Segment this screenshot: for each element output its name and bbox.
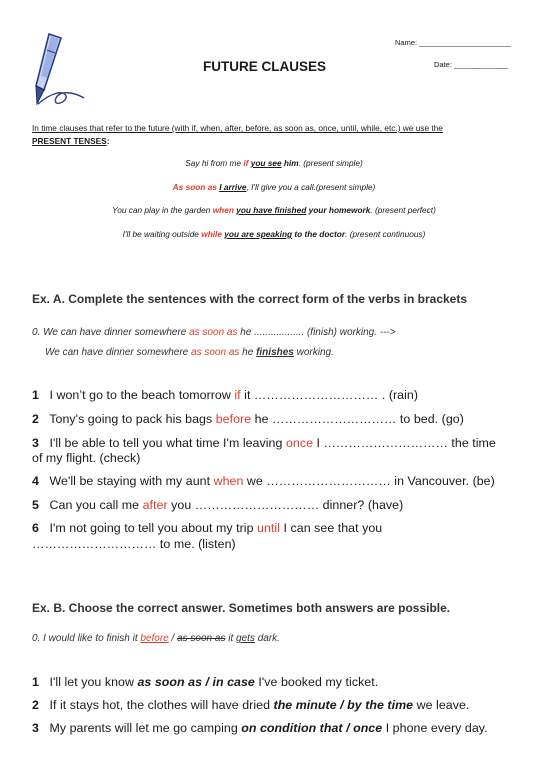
- exercise-a-item-2: 2 Tony's going to pack his bags before he ………………………… to bed. (go): [32, 412, 464, 426]
- intro-text: In time clauses that refer to the future (with if, when, after, before, as soon as, once, until, while, etc.) we use the: [32, 123, 443, 133]
- exercise-a-item-3-continuation: of my flight. (check): [32, 451, 141, 465]
- example-line-4: I'll be waiting outside while you are speaking to the doctor. (present continuous): [122, 229, 426, 239]
- exercise-a-item-4: 4 We'll be staying with my aunt when we ………………………… in Vancouver. (be): [32, 474, 495, 488]
- intro-present-tenses: PRESENT TENSES:: [32, 136, 110, 146]
- example-line-2: As soon as I arrive, I'll give you a call.(present simple): [172, 182, 376, 192]
- exercise-a-item-6-continuation: ………………………… to me. (listen): [32, 537, 236, 551]
- exercise-b-item-1: 1 I'll let you know as soon as / in case I've booked my ticket.: [32, 675, 379, 689]
- exercise-a-heading: Ex. A. Complete the sentences with the correct form of the verbs in brackets: [32, 292, 468, 306]
- exercise-b-example: 0. I would like to finish it before / as soon as it gets dark.: [32, 633, 280, 644]
- exercise-a-item-5: 5 Can you call me after you ………………………… dinner? (have): [32, 498, 404, 512]
- name-field[interactable]: Name: ______________________: [395, 38, 511, 47]
- exercise-a-item-3: 3 I'll be able to tell you what time I'm leaving once I ………………………… the time: [32, 436, 496, 450]
- example-line-3: You can play in the garden when you have finished your homework. (present perfect): [112, 205, 436, 215]
- exercise-b-heading: Ex. B. Choose the correct answer. Sometimes both answers are possible.: [32, 601, 451, 615]
- exercise-b-item-2: 2 If it stays hot, the clothes will have dried the minute / by the time we leave.: [32, 698, 470, 712]
- exercise-a-item-6: 6 I'm not going to tell you about my trip until I can see that you: [32, 521, 383, 535]
- page-title: FUTURE CLAUSES: [203, 59, 327, 74]
- exercise-b-item-3: 3 My parents will let me go camping on condition that / once I phone every day.: [32, 721, 488, 735]
- exercise-a-example-answer: We can have dinner somewhere as soon as he finishes working.: [45, 347, 334, 358]
- exercise-a-example-question: 0. We can have dinner somewhere as soon as he .................. (finish) working. --->: [32, 327, 396, 338]
- example-line-1: Say hi from me if you see him. (present simple): [185, 158, 363, 168]
- date-field[interactable]: Date: _____________: [434, 60, 509, 69]
- exercise-a-item-1: 1 I won’t go to the beach tomorrow if it ………………………… . (rain): [32, 388, 419, 402]
- pen-icon: [30, 28, 88, 110]
